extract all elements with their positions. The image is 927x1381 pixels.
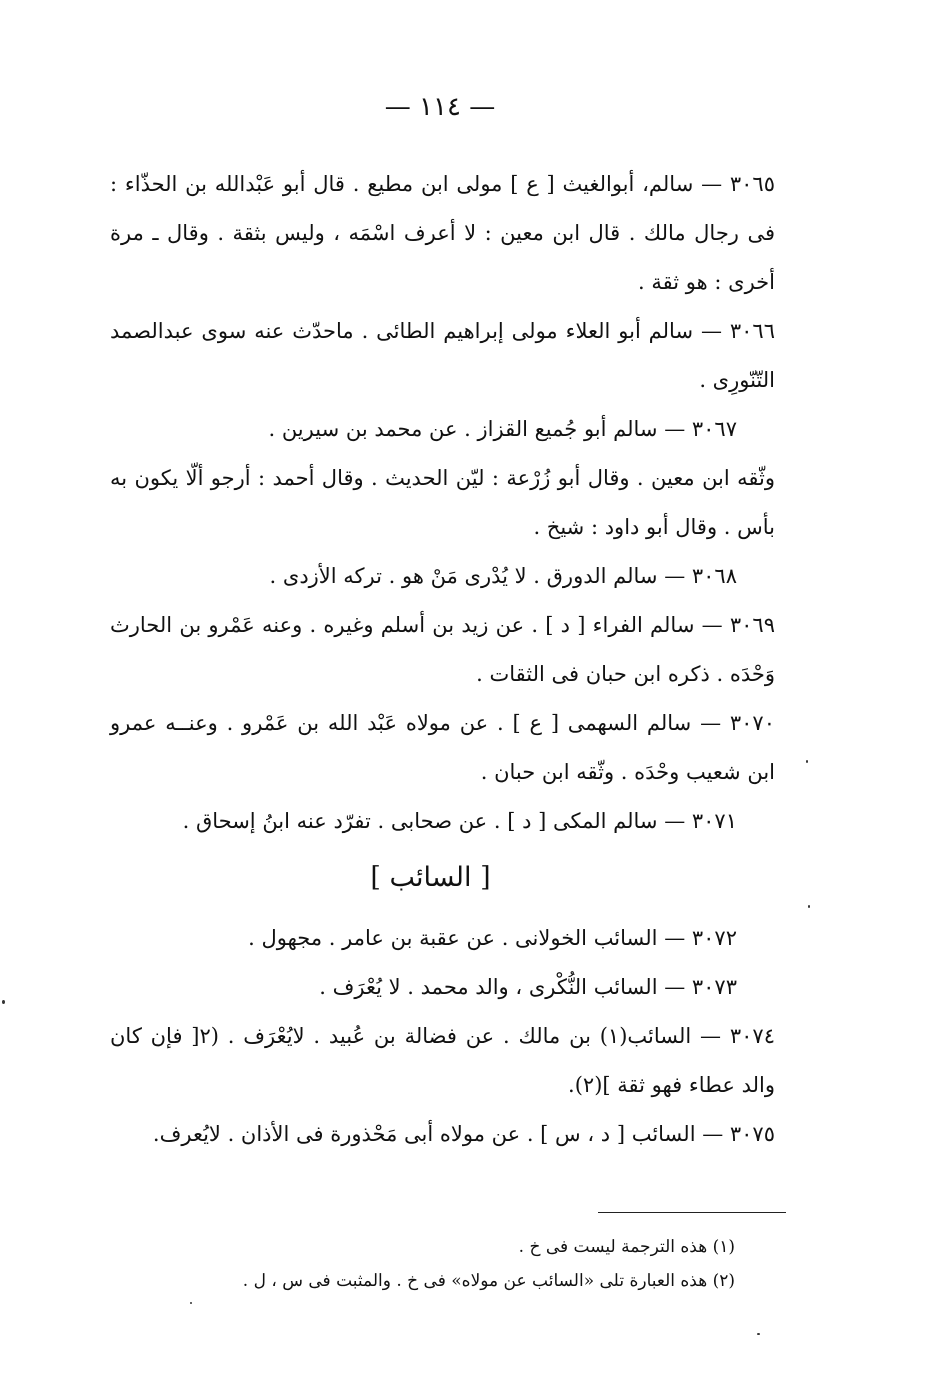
entry-3069: ٣٠٦٩ — سالم الفراء [ د ] . عن زيد بن أسلم وغيره . وعنه عَمْرو بن الحارث وَحْدَه . ذكره ابن حبان فى الثقات . <box>110 613 775 686</box>
footnote-2: (٢) هذه العبارة تلى «السائب عن مولاه» فى خ . والمثبت فى س ، ل . <box>242 1271 735 1291</box>
entry-3074: ٣٠٧٤ — السائب(١) بن مالك . عن فضالة بن عُبيد . لايُعْرَف . (٢[ فإن كان والد عطاء فهو ثقة ](٢). <box>110 1024 775 1097</box>
scan-speck <box>808 905 810 908</box>
entry-3065: ٣٠٦٥ — سالم، أبوالغيث [ ع ] مولى ابن مطيع . قال أبو عَبْدالله بن الحذّاء : فى رجال مالك . قال ابن معين : لا أعرف اسْمَه ، وليس بثقة . وقال ـ مرة أخرى : هو ثقة . <box>110 172 775 294</box>
section-heading: [ السائب ] <box>370 862 491 893</box>
footnote-1: (١) هذه الترجمة ليست فى خ . <box>518 1237 735 1257</box>
scan-speck <box>806 760 808 763</box>
entry-3067-continued: وثّقه ابن معين . وقال أبو زُرْعة : ليّن الحديث . وقال أحمد : أرجو ألّا يكون به بأس . وقال أبو داود : شيخ . <box>110 466 775 539</box>
main-text <box>110 160 775 1159</box>
footnote-divider <box>598 1212 786 1213</box>
entry-3072: ٣٠٧٢ — السائب الخولانى . عن عقبة بن عامر . مجهول . <box>248 926 737 950</box>
page-number: — ١١٤ — <box>384 92 496 122</box>
entry-3075: ٣٠٧٥ — السائب [ د ، س ] . عن مولاه أبى مَحْذورة فى الأذان . لايُعرف. <box>152 1122 775 1146</box>
entry-3068: ٣٠٦٨ — سالم الدورق . لا يُدْرى مَنْ هو . تركه الأزدى . <box>269 564 737 588</box>
scan-speck <box>2 1000 5 1004</box>
footnotes <box>150 1230 735 1298</box>
entry-3066: ٣٠٦٦ — سالم أبو العلاء مولى إبراهيم الطائى . ماحدّث عنه سوى عبدالصمد التّنّورِى . <box>110 319 775 392</box>
entry-3071: ٣٠٧١ — سالم المكى [ د ] . عن صحابى . تفرّد عنه ابنُ إسحاق . <box>182 809 737 833</box>
scan-speck <box>757 1333 760 1335</box>
entry-3070: ٣٠٧٠ — سالم السهمى [ ع ] . عن مولاه عَبْد الله بن عَمْرو . وعنــه عمرو ابن شعيب وحْدَه . وثّقه ابن حبان . <box>110 711 775 784</box>
scan-speck <box>190 1302 192 1304</box>
entry-3067: ٣٠٦٧ — سالم أبو جُميع القزاز . عن محمد بن سيرين . <box>268 417 737 441</box>
entry-3073: ٣٠٧٣ — السائب النُّكْرى ، والد محمد . لا يُعْرَف . <box>319 975 737 999</box>
